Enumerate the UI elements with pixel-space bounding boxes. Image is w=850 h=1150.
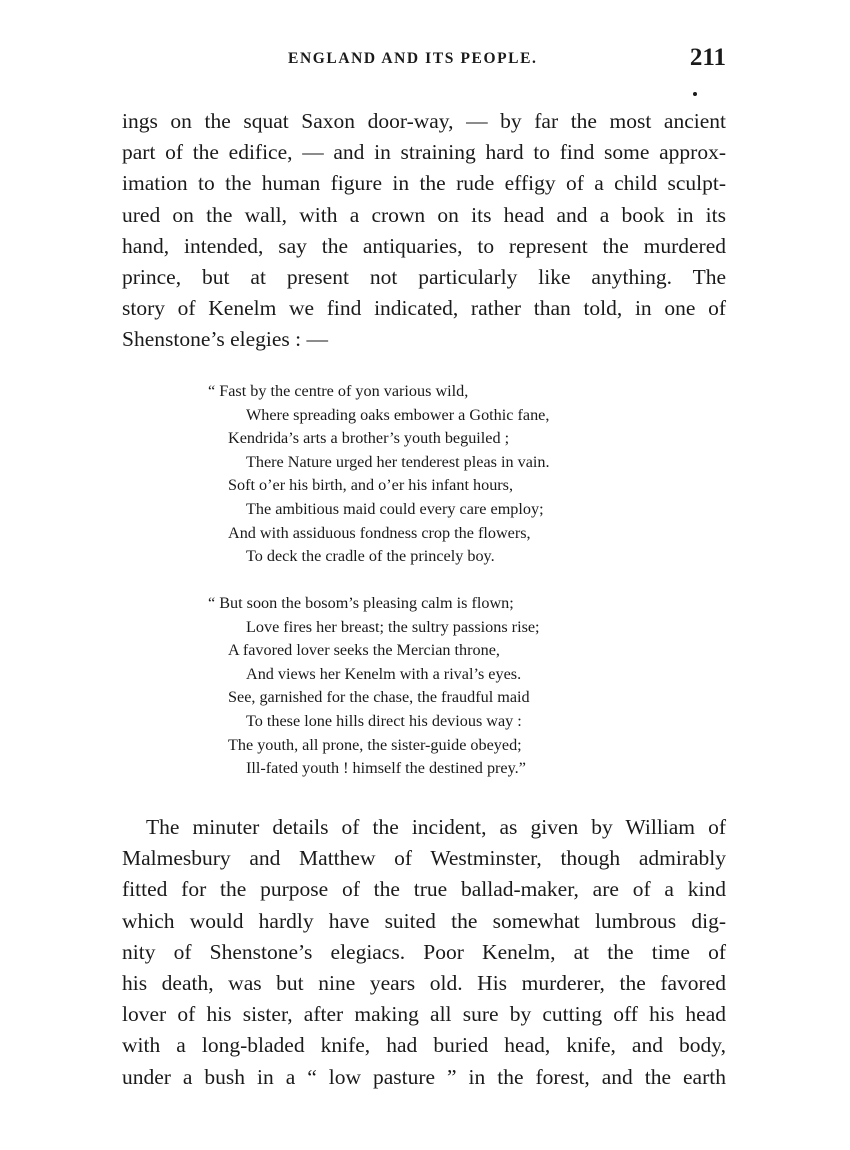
text-line: which would hardly have suited the somewhat lumbrous dig- bbox=[122, 908, 726, 933]
text-line: ings on the squat Saxon door-way, — by far the most ancient bbox=[122, 109, 726, 133]
verse-line: “ Fast by the centre of yon various wild, bbox=[208, 382, 469, 400]
page-number: 211 bbox=[689, 44, 726, 71]
verse-line: To these lone hills direct his devious way : bbox=[246, 711, 522, 730]
paragraph-2 bbox=[122, 812, 726, 1093]
text-line: Shenstone’s elegies : — bbox=[122, 327, 329, 352]
verse-line: Kendrida’s arts a brother’s youth beguiled ; bbox=[228, 429, 510, 448]
text-line: nity of Shenstone’s elegiacs. Poor Kenelm, at the time of bbox=[122, 939, 726, 964]
text-line: prince, but at present not particularly like anything. The bbox=[122, 264, 726, 289]
verse-stanza-1 bbox=[208, 380, 550, 569]
verse-line: “ But soon the bosom’s pleasing calm is flown; bbox=[208, 594, 514, 612]
verse-line: The ambitious maid could every care employ; bbox=[246, 499, 544, 518]
text-line: part of the edifice, — and in straining hard to find some approx- bbox=[122, 140, 726, 165]
print-mark-dot bbox=[693, 92, 697, 96]
text-line: Malmesbury and Matthew of Westminster, though admirably bbox=[122, 846, 726, 871]
page-header bbox=[120, 44, 726, 80]
text-line: lover of his sister, after making all sure by cutting off his head bbox=[122, 1002, 726, 1027]
verse-line: And with assiduous fondness crop the flowers, bbox=[228, 523, 531, 542]
verse-line: There Nature urged her tenderest pleas in vain. bbox=[246, 452, 550, 471]
running-head: ENGLAND AND ITS PEOPLE. bbox=[288, 50, 538, 67]
text-line: ured on the wall, with a crown on its head and a book in its bbox=[122, 202, 726, 227]
text-line: The minuter details of the incident, as given by William of bbox=[146, 815, 726, 839]
text-line: his death, was but nine years old. His murderer, the favored bbox=[122, 970, 726, 995]
paragraph-1 bbox=[122, 106, 726, 356]
text-line: under a bush in a “ low pasture ” in the forest, and the earth bbox=[122, 1064, 726, 1089]
text-line: with a long-bladed knife, had buried head, knife, and body, bbox=[122, 1033, 726, 1058]
text-line: imation to the human figure in the rude effigy of a child sculpt- bbox=[122, 171, 726, 196]
verse-line: And views her Kenelm with a rival’s eyes. bbox=[246, 664, 522, 683]
verse-stanza-2 bbox=[208, 592, 540, 781]
text-line: fitted for the purpose of the true ballad-maker, are of a kind bbox=[122, 877, 726, 902]
verse-line: Love fires her breast; the sultry passions rise; bbox=[246, 617, 540, 636]
verse-line: The youth, all prone, the sister-guide obeyed; bbox=[228, 735, 522, 754]
verse-line: Where spreading oaks embower a Gothic fane, bbox=[246, 405, 550, 424]
text-line: story of Kenelm we find indicated, rather than told, in one of bbox=[122, 296, 726, 321]
text-line: hand, intended, say the antiquaries, to represent the murdered bbox=[122, 233, 726, 258]
verse-line: Ill-fated youth ! himself the destined prey.” bbox=[246, 759, 526, 778]
verse-line: See, garnished for the chase, the fraudful maid bbox=[228, 688, 530, 707]
verse-line: To deck the cradle of the princely boy. bbox=[246, 547, 495, 566]
verse-line: A favored lover seeks the Mercian throne, bbox=[228, 641, 500, 660]
verse-line: Soft o’er his birth, and o’er his infant hours, bbox=[228, 476, 514, 495]
